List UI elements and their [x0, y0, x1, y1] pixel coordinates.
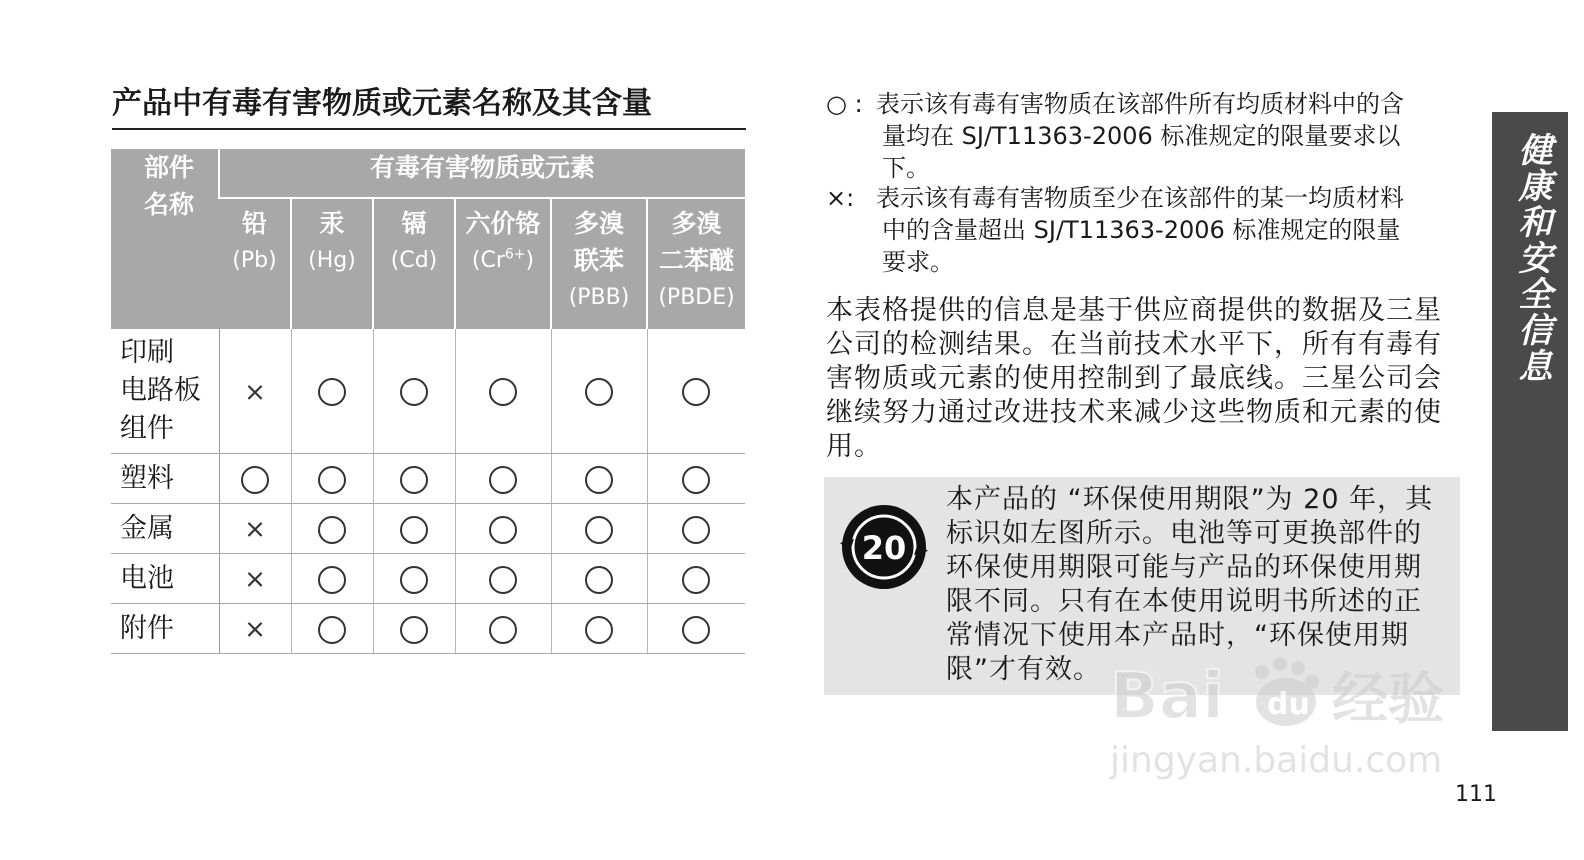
substance-value-cell — [455, 454, 551, 504]
substance-name-line2: 联苯 — [573, 246, 624, 275]
legend-circle — [826, 88, 1466, 184]
substance-value-cell — [373, 504, 455, 554]
substance-column-header — [291, 198, 373, 329]
part-name-cell — [111, 604, 219, 654]
page-title: 产品中有毒有害物质或元素名称及其含量 — [112, 84, 746, 130]
table-row — [111, 329, 745, 454]
legend-circle-line2: 量均在 SJ/T11363-2006 标准规定的限量要求以 — [882, 122, 1401, 150]
part-name-cell — [111, 504, 219, 554]
part-name-line: 组件 — [120, 413, 174, 444]
section-side-tab[interactable] — [1492, 112, 1568, 731]
substance-name: 多溴 — [573, 209, 624, 238]
part-name-line: 电池 — [120, 562, 174, 594]
substance-value-cell — [647, 454, 745, 504]
substance-table — [111, 149, 745, 654]
env-period-text: 本产品的 “环保使用期限”为 20 年，其标识如左图所示。电池等可更换部件的环保使用期限可能与产品的环保使用期限不同。只有在本使用说明书所述的正常情况下使用本产品时，“环保使用期限”才有效。 — [946, 484, 1434, 685]
substance-value-cell — [455, 329, 551, 454]
substance-name: 六价铬 — [465, 209, 541, 238]
legend-cross-line2: 中的含量超出 SJ/T11363-2006 标准规定的限量 — [882, 216, 1401, 244]
substance-value-cell — [373, 604, 455, 654]
substance-name: 多溴 — [671, 209, 722, 238]
compliant-circle-icon — [318, 616, 346, 644]
compliant-circle-icon — [585, 466, 613, 494]
substance-group-header: 有毒有害物质或元素 — [219, 149, 745, 198]
compliant-circle-icon — [585, 616, 613, 644]
substance-name: 铅 — [241, 209, 267, 238]
page-number: 111 — [1455, 782, 1497, 807]
compliant-circle-icon — [682, 378, 710, 406]
substance-symbol-text: (PBB) — [568, 285, 630, 310]
substance-symbol — [219, 242, 290, 280]
part-name-cell — [111, 454, 219, 504]
substance-value-cell — [455, 504, 551, 554]
part-name-line: 附件 — [120, 612, 174, 644]
substance-value-cell — [647, 329, 745, 454]
substance-value-cell — [373, 454, 455, 504]
table-row — [111, 504, 745, 554]
exceeds-cross-icon: × — [244, 614, 266, 645]
watermark-url: jingyan.baidu.com — [1110, 740, 1443, 781]
substance-symbol — [374, 242, 454, 280]
substance-symbol — [552, 279, 646, 317]
substance-symbol-text: (Cd) — [390, 248, 438, 273]
substance-value-cell — [647, 604, 745, 654]
legend-cross-line1: 表示该有毒有害物质至少在该部件的某一均质材料 — [876, 184, 1404, 212]
compliant-circle-icon — [682, 616, 710, 644]
compliant-circle-icon — [585, 378, 613, 406]
part-header-line1: 部件 — [143, 153, 194, 182]
emblem-number: 20 — [861, 529, 907, 567]
compliant-circle-icon — [241, 466, 269, 494]
part-name-line: 电路板 — [120, 375, 201, 406]
substance-value-cell — [551, 329, 647, 454]
compliant-circle-icon — [318, 566, 346, 594]
table-row — [111, 604, 745, 654]
substance-value-cell — [373, 554, 455, 604]
svg-text:du: du — [1267, 687, 1310, 722]
substance-symbol-superscript: 6+ — [504, 246, 526, 263]
compliant-circle-icon — [489, 466, 517, 494]
part-name-line: 印刷 — [120, 337, 174, 368]
table-row — [111, 554, 745, 604]
substance-value-cell — [219, 554, 291, 604]
substance-value-cell — [291, 329, 373, 454]
substance-column-header — [551, 198, 647, 329]
legend-cross — [826, 182, 1466, 278]
legend-cross-line3: 要求。 — [882, 248, 954, 276]
substance-name-line2: 二苯醚 — [659, 246, 735, 275]
substance-value-cell — [219, 454, 291, 504]
substance-symbol — [292, 242, 372, 280]
substance-value-cell — [219, 329, 291, 454]
exceeds-cross-icon: × — [244, 514, 266, 545]
compliant-circle-icon — [318, 378, 346, 406]
substance-value-cell — [291, 604, 373, 654]
compliant-circle-icon — [489, 616, 517, 644]
substance-value-cell — [551, 604, 647, 654]
substance-symbol-end: ) — [525, 248, 535, 273]
compliant-circle-icon — [489, 566, 517, 594]
env-period-emblem-icon — [836, 499, 932, 595]
info-paragraph: 本表格提供的信息是基于供应商提供的数据及三星公司的检测结果。在当前技术水平下，所有有毒有害物质或元素的使用控制到了最底线。三星公司会继续努力通过改进技术来减少这些物质和元素的使用。 — [826, 295, 1442, 462]
legend-cross-mark: ×: — [826, 184, 855, 212]
compliant-circle-icon — [585, 516, 613, 544]
exceeds-cross-icon: × — [244, 377, 266, 407]
substance-name: 汞 — [319, 209, 345, 238]
compliant-circle-icon — [400, 616, 428, 644]
substance-value-cell — [455, 604, 551, 654]
legend-circle-line3: 下。 — [882, 154, 930, 182]
compliant-circle-icon — [400, 378, 428, 406]
substance-symbol — [456, 242, 550, 280]
table-row — [111, 454, 745, 504]
compliant-circle-icon — [682, 516, 710, 544]
substance-value-cell — [551, 454, 647, 504]
substance-name: 镉 — [401, 209, 427, 238]
side-tab-label: 健康和安全信息 — [1512, 132, 1552, 384]
compliant-circle-icon — [489, 516, 517, 544]
substance-value-cell — [291, 504, 373, 554]
part-name-header — [111, 149, 219, 329]
compliant-circle-icon — [400, 566, 428, 594]
compliant-circle-icon — [318, 466, 346, 494]
substance-symbol-text: (Hg) — [308, 248, 356, 273]
substance-value-cell — [551, 554, 647, 604]
compliant-circle-icon — [489, 378, 517, 406]
substance-symbol-text: (PBDE) — [658, 285, 735, 310]
legend-circle-line1: 表示该有毒有害物质在该部件所有均质材料中的含 — [876, 90, 1404, 118]
compliant-circle-icon — [585, 566, 613, 594]
substance-value-cell — [291, 554, 373, 604]
substance-column-header — [219, 198, 291, 329]
part-name-line: 塑料 — [120, 462, 174, 494]
compliant-circle-icon — [400, 466, 428, 494]
substance-value-cell — [551, 504, 647, 554]
compliant-circle-icon — [682, 466, 710, 494]
substance-value-cell — [647, 504, 745, 554]
exceeds-cross-icon: × — [244, 564, 266, 595]
part-name-line: 金属 — [120, 512, 174, 544]
part-name-cell — [111, 554, 219, 604]
baidu-watermark-logo — [1100, 640, 1480, 790]
substance-column-header — [647, 198, 745, 329]
substance-value-cell — [373, 329, 455, 454]
svg-text:经验: 经验 — [1332, 667, 1444, 732]
compliant-circle-icon — [682, 566, 710, 594]
compliant-circle-icon — [318, 516, 346, 544]
substance-value-cell — [219, 504, 291, 554]
substance-value-cell — [455, 554, 551, 604]
part-name-cell — [111, 329, 219, 454]
substance-column-header — [455, 198, 551, 329]
substance-column-header — [373, 198, 455, 329]
substance-symbol-text: (Cr — [471, 248, 505, 273]
substance-value-cell — [219, 604, 291, 654]
substance-value-cell — [291, 454, 373, 504]
compliant-circle-icon — [400, 516, 428, 544]
part-header-line2: 名称 — [143, 190, 194, 219]
substance-symbol — [648, 279, 745, 317]
substance-symbol-text: (Pb) — [232, 248, 277, 273]
substance-value-cell — [647, 554, 745, 604]
svg-text:Bai: Bai — [1110, 660, 1224, 734]
legend-circle-mark: ○ : — [826, 90, 863, 118]
